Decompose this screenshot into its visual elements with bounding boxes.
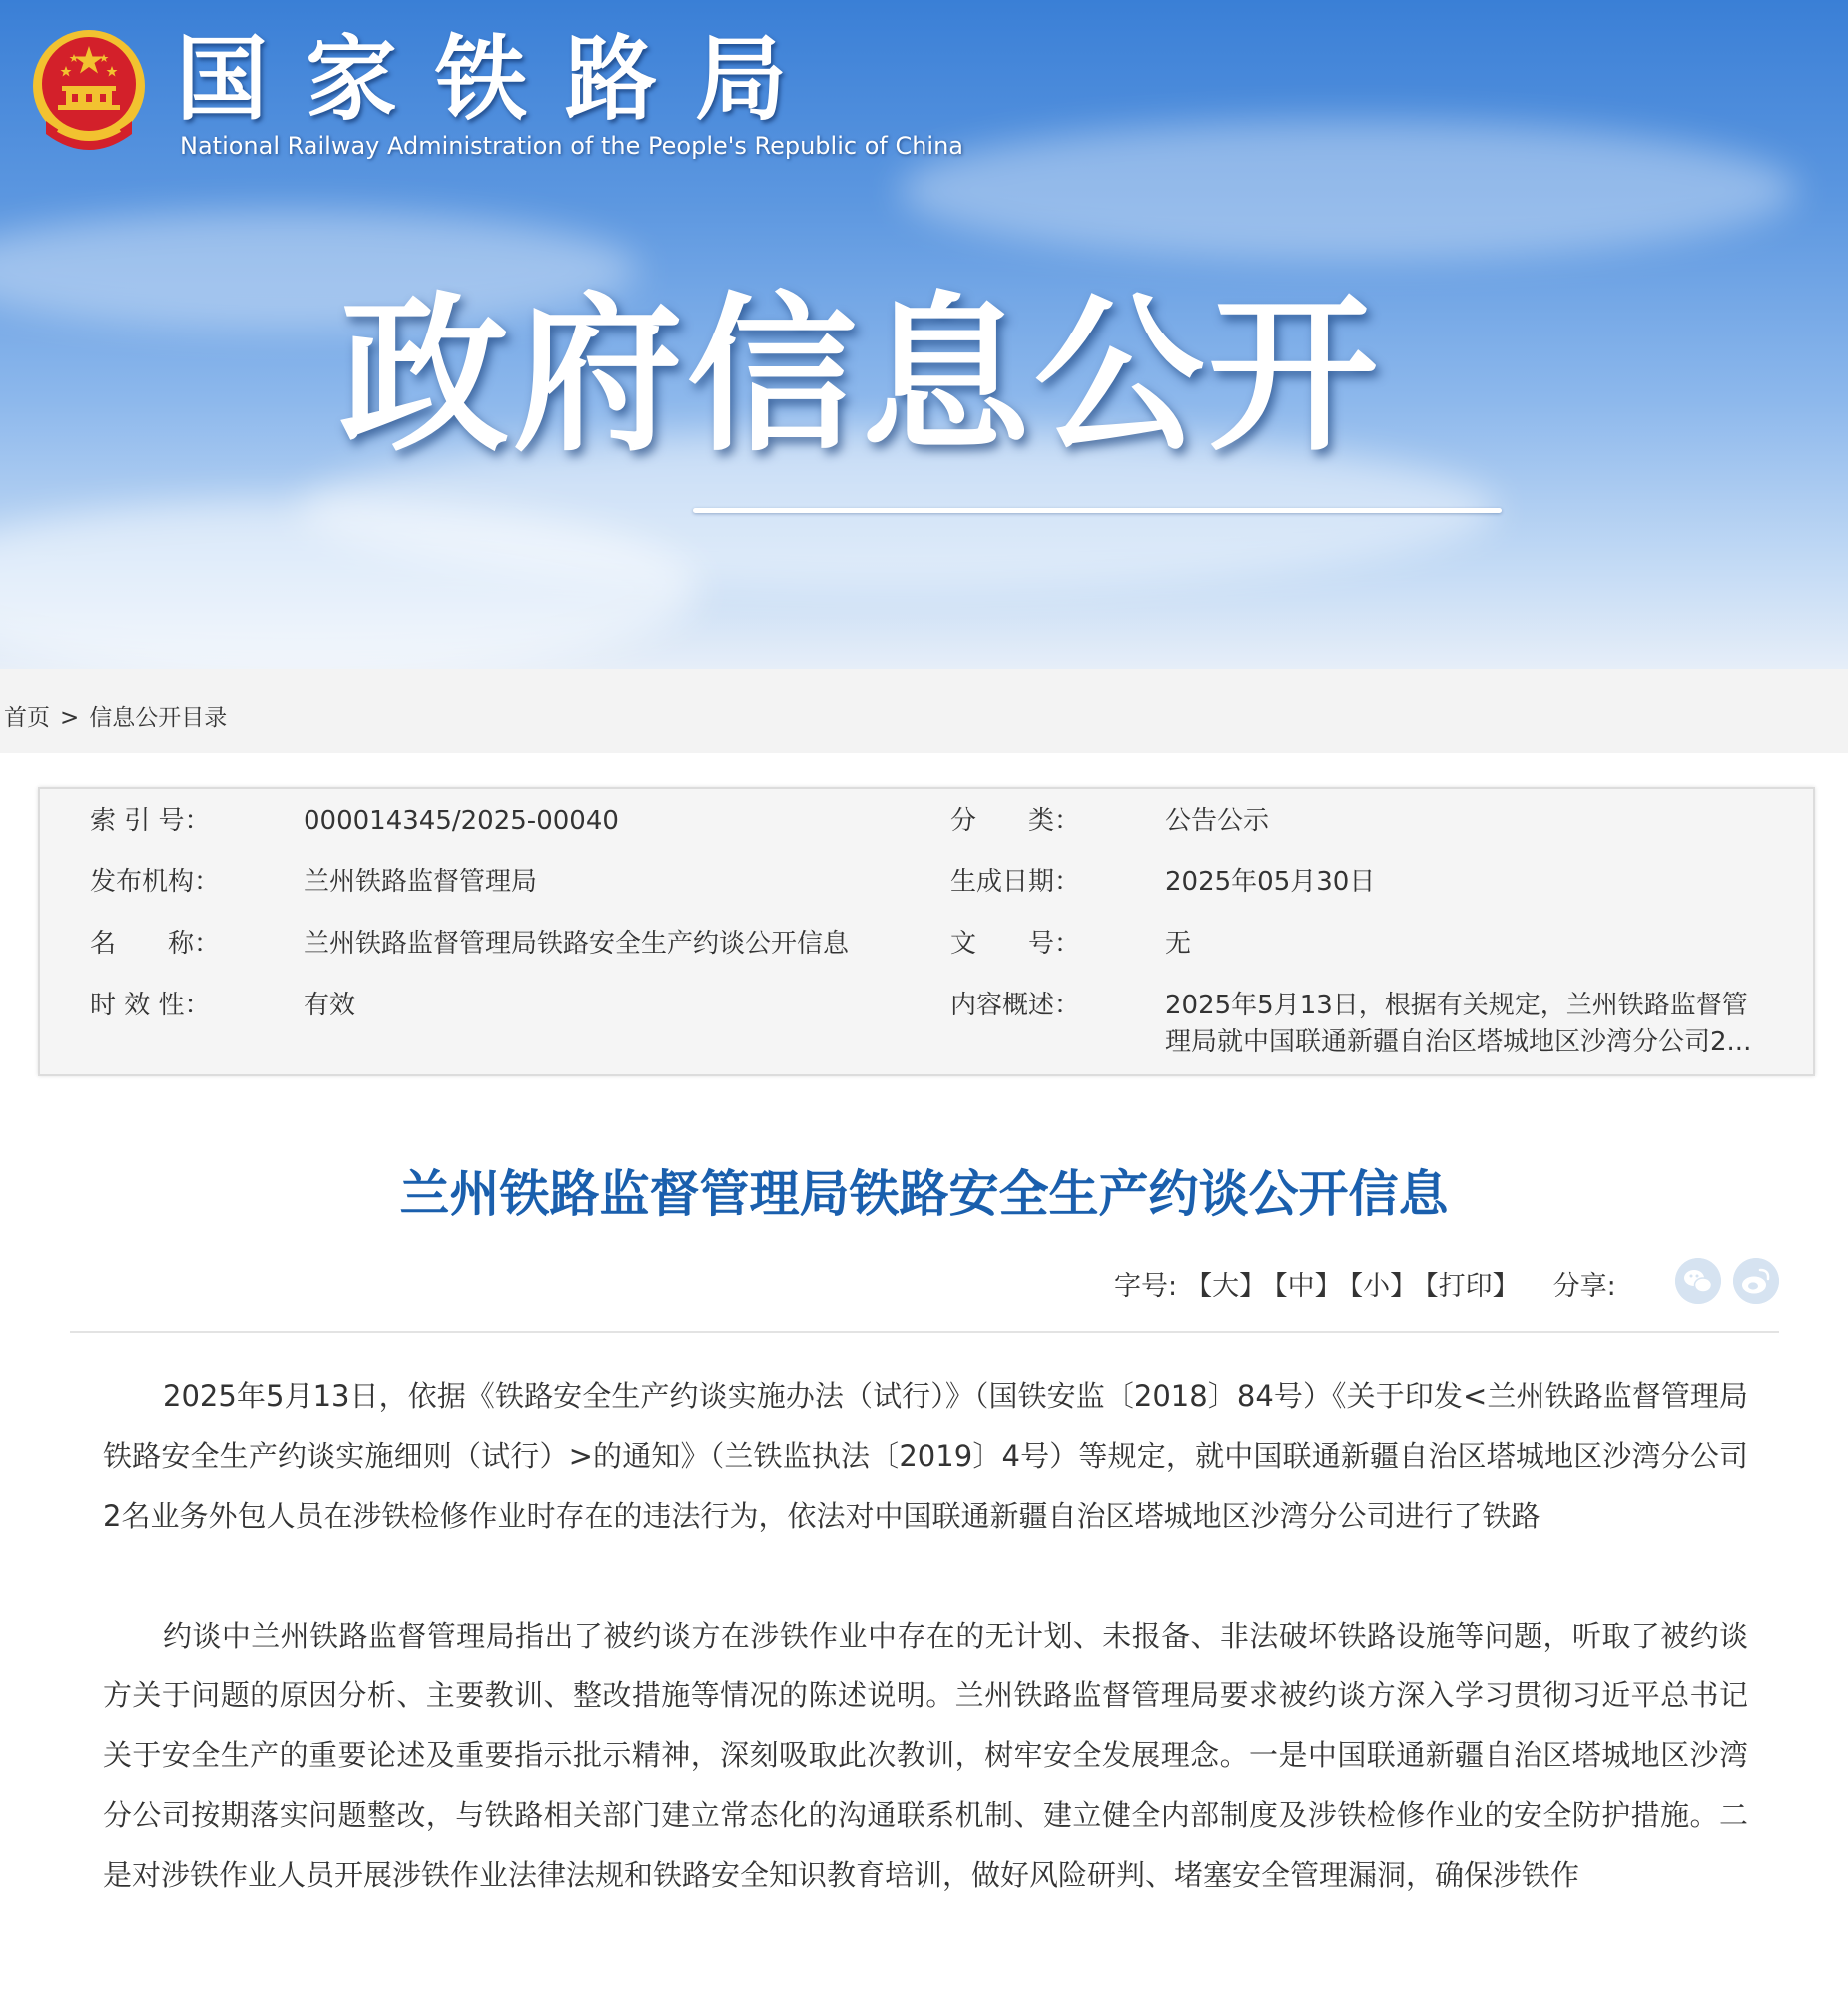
- article-divider: [70, 1331, 1779, 1333]
- share-label: 分享:: [1552, 1271, 1616, 1302]
- breadcrumb-current-link[interactable]: 信息公开目录: [89, 705, 228, 731]
- weibo-icon[interactable]: [1733, 1258, 1779, 1304]
- meta-publisher-value: 兰州铁路监督管理局: [304, 867, 538, 897]
- font-size-small-button[interactable]: 【小】: [1349, 1271, 1418, 1302]
- header-banner: [0, 0, 1848, 669]
- font-size-large-button[interactable]: 【大】: [1185, 1271, 1267, 1302]
- meta-summary-label: 内容概述：: [950, 991, 1081, 1020]
- meta-category-label: 分 类：: [950, 806, 1081, 836]
- banner-cloud: [899, 120, 1797, 260]
- national-emblem-icon[interactable]: [28, 26, 150, 158]
- meta-index-label: 索 引 号：: [90, 806, 211, 836]
- font-size-label: 字号:: [1114, 1271, 1178, 1302]
- breadcrumb: [4, 699, 227, 732]
- meta-name-label: 名 称：: [90, 929, 221, 959]
- font-size-medium-button[interactable]: 【中】: [1274, 1271, 1342, 1302]
- breadcrumb-home-link[interactable]: 首页: [4, 705, 50, 731]
- article-toolbar: [1114, 1264, 1616, 1303]
- meta-summary-value: 2025年5月13日，根据有关规定，兰州铁路监督管理局就中国联通新疆自治区塔城地区沙湾分公司2...: [1165, 991, 1752, 1057]
- site-logo-english: National Railway Administration of the People's Republic of China: [180, 132, 964, 160]
- document-metadata-box: [38, 787, 1815, 1076]
- article-title: 兰州铁路监督管理局铁路安全生产约谈公开信息: [399, 1165, 1449, 1223]
- meta-validity-value: 有效: [304, 991, 356, 1020]
- banner-title: 政府信息公开: [339, 278, 1383, 475]
- meta-index-value: 000014345/2025-00040: [304, 806, 619, 836]
- wechat-icon[interactable]: [1675, 1258, 1721, 1304]
- breadcrumb-separator: >: [60, 705, 80, 731]
- breadcrumb-bar: [0, 669, 1848, 753]
- print-button[interactable]: 【打印】: [1425, 1271, 1520, 1302]
- meta-publisher-label: 发布机构：: [90, 867, 221, 897]
- meta-date-label: 生成日期：: [950, 867, 1081, 897]
- meta-name-value: 兰州铁路监督管理局铁路安全生产约谈公开信息: [304, 929, 850, 959]
- meta-validity-label: 时 效 性：: [90, 991, 211, 1020]
- site-logo-text[interactable]: 国家铁路局: [176, 26, 826, 133]
- meta-date-value: 2025年05月30日: [1165, 867, 1376, 897]
- banner-underline: [693, 508, 1502, 513]
- meta-category-value: 公告公示: [1165, 806, 1270, 836]
- article-paragraph-1: 2025年5月13日，依据《铁路安全生产约谈实施办法（试行）》（国铁安监〔2018〕84号）《关于印发<兰州铁路监督管理局铁路安全生产约谈实施细则（试行）>的通知》（兰铁监执法〔2019〕4号）等规定，就中国联通新疆自治区塔城地区沙湾分公司2名业务外包人员在涉铁检修作业时存在的违法行为，依法对中国联通新疆自治区塔城地区沙湾分公司进行了铁路: [103, 1379, 1748, 1533]
- meta-docno-label: 文 号：: [950, 929, 1081, 959]
- article-paragraph-2: 约谈中兰州铁路监督管理局指出了被约谈方在涉铁作业中存在的无计划、未报备、非法破坏铁路设施等问题，听取了被约谈方关于问题的原因分析、主要教训、整改措施等情况的陈述说明。兰州铁路监督管理局要求被约谈方深入学习贯彻习近平总书记关于安全生产的重要论述及重要指示批示精神，深刻吸取此次教训，树牢安全发展理念。一是中国联通新疆自治区塔城地区沙湾分公司按期落实问题整改，与铁路相关部门建立常态化的沟通联系机制、建立健全内部制度及涉铁检修作业的安全防护措施。二是对涉铁作业人员开展涉铁作业法律法规和铁路安全知识教育培训，做好风险研判、堵塞安全管理漏洞，确保涉铁作: [103, 1619, 1748, 1892]
- meta-docno-value: 无: [1165, 929, 1192, 959]
